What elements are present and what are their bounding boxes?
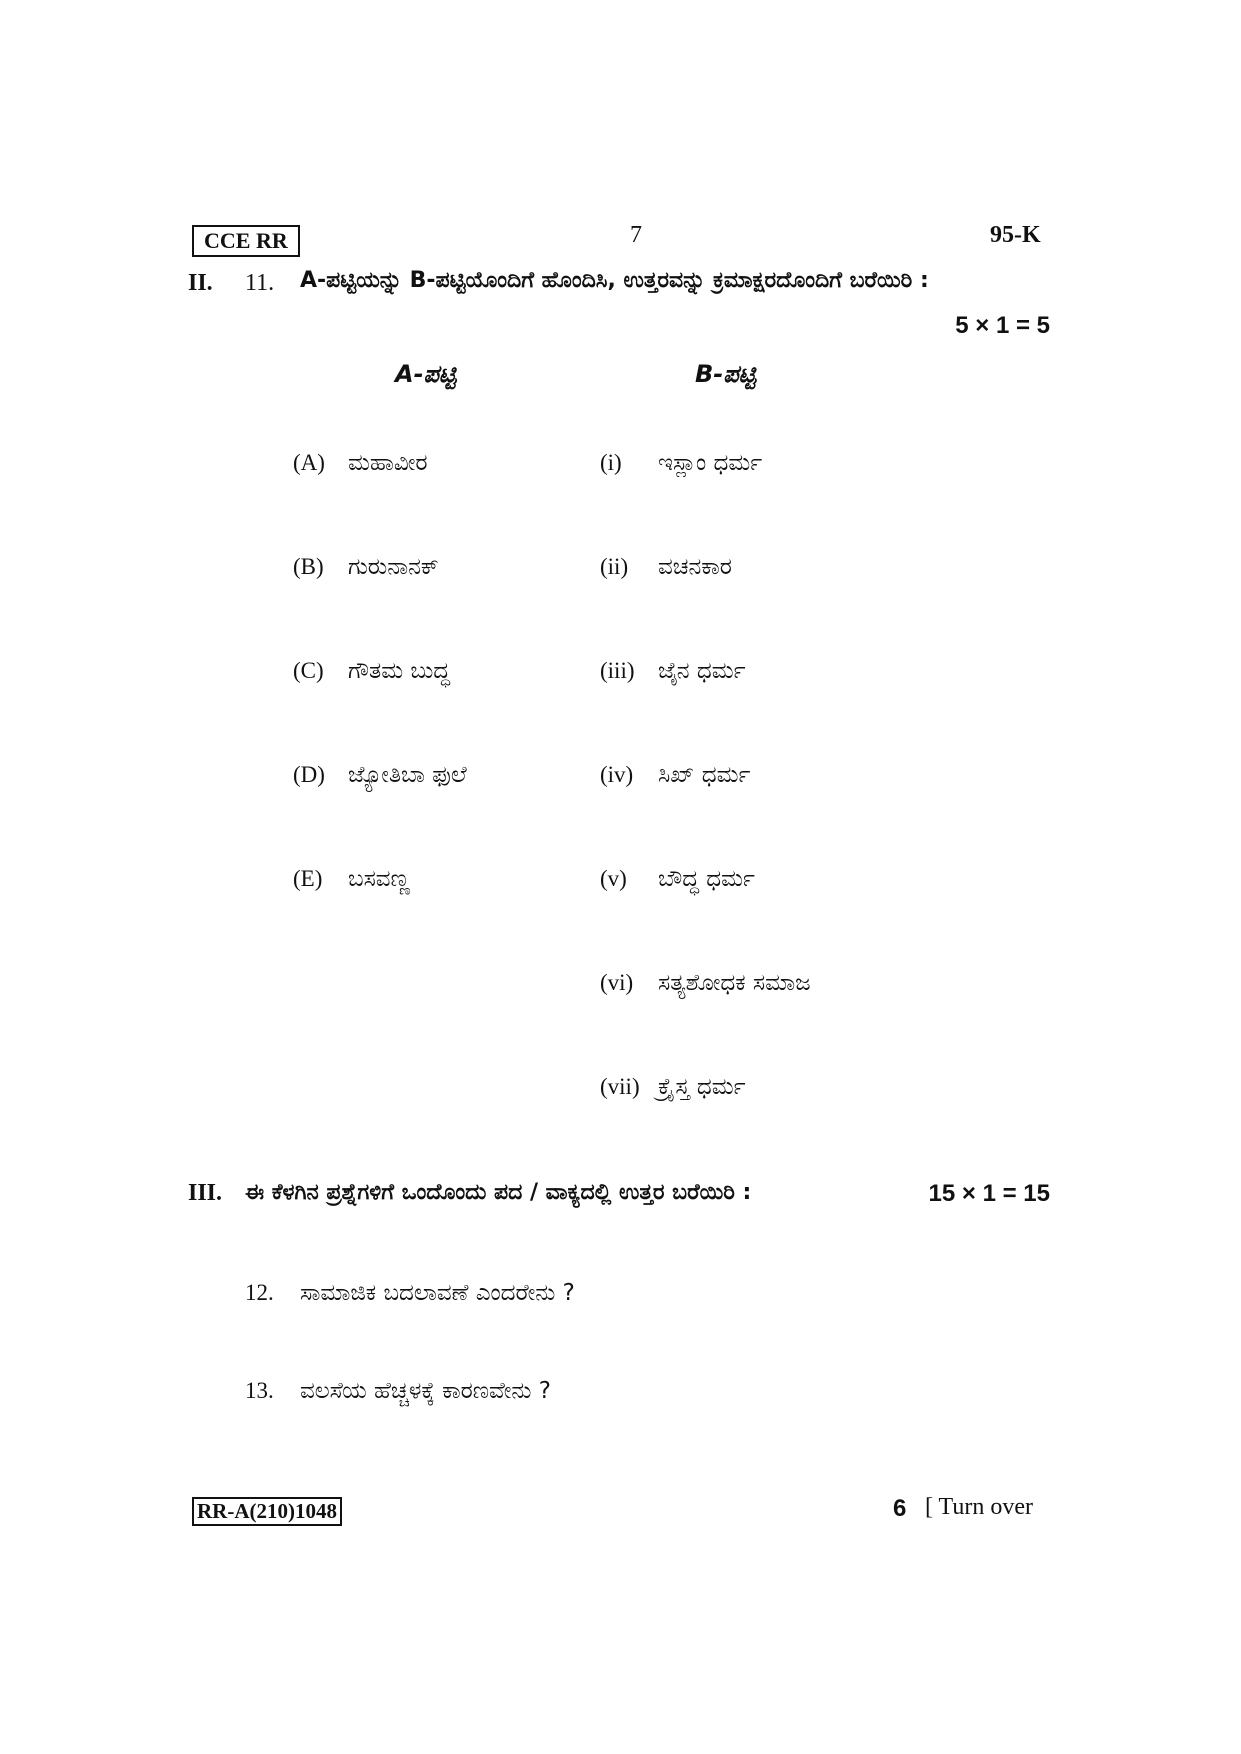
question-13: 13. ವಲಸೆಯ ಹೆಚ್ಚಳಕ್ಕೆ ಕಾರಣವೇನು ?: [245, 1378, 551, 1404]
column-b-title: B-ಪಟ್ಟಿ: [695, 360, 757, 388]
footer-code-box: RR-A(210)1048: [192, 1497, 342, 1526]
question-11-marks: 5 × 1 = 5: [955, 312, 1050, 339]
column-b-item: (i) ಇಸ್ಲಾಂ ಧರ್ಮ: [600, 450, 763, 476]
turn-over-label: [ Turn over: [925, 1494, 1034, 1520]
column-a-item: (D) ಜ್ಯೋತಿಬಾ ಫುಲೆ: [293, 762, 467, 788]
page-number: 7: [630, 222, 642, 248]
footer-page-number: 6: [893, 1495, 907, 1522]
column-b-item: (v) ಬೌದ್ಧ ಧರ್ಮ: [600, 866, 755, 892]
column-b-item: (iv) ಸಿಖ್ ಧರ್ಮ: [600, 762, 751, 788]
section-iii-marks: 15 × 1 = 15: [928, 1180, 1050, 1207]
column-a-item: (B) ಗುರುನಾನಕ್: [293, 554, 439, 580]
section-ii-roman: II.: [188, 270, 213, 296]
column-a-item: (C) ಗೌತಮ ಬುದ್ಧ: [293, 658, 450, 684]
section-iii-roman: III.: [188, 1180, 223, 1206]
column-a-item: (A) ಮಹಾವೀರ: [293, 450, 428, 476]
column-a-item: (E) ಬಸವಣ್ಣ: [293, 866, 411, 892]
question-11-instruction: A-ಪಟ್ಟಿಯನ್ನು B-ಪಟ್ಟಿಯೊಂದಿಗೆ ಹೊಂದಿಸಿ, ಉತ್ತರವನ್ನು ಕ್ರಮಾಕ್ಷರದೊಂದಿಗೆ ಬರೆಯಿರಿ :: [300, 268, 929, 293]
question-12: 12. ಸಾಮಾಜಿಕ ಬದಲಾವಣೆ ಎಂದರೇನು ?: [245, 1280, 575, 1306]
column-b-item: (ii) ವಚನಕಾರ: [600, 554, 732, 580]
column-a-title: A-ಪಟ್ಟಿ: [395, 360, 457, 388]
column-b-item: (iii) ಜೈನ ಧರ್ಮ: [600, 658, 746, 684]
section-iii-instruction: ಈ ಕೆಳಗಿನ ಪ್ರಶ್ನೆಗಳಿಗೆ ಒಂದೊಂದು ಪದ / ವಾಕ್ಯದಲ್ಲಿ ಉತ್ತರ ಬರೆಯಿರಿ :: [245, 1180, 752, 1205]
column-b-item: (vii) ಕ್ರೈಸ್ತ ಧರ್ಮ: [600, 1074, 746, 1100]
column-b-item: (vi) ಸತ್ಯಶೋಧಕ ಸಮಾಜ: [600, 970, 811, 996]
question-11-number: 11.: [245, 270, 275, 296]
paper-code: 95-K: [990, 222, 1041, 248]
exam-code-box: CCE RR: [192, 225, 300, 257]
